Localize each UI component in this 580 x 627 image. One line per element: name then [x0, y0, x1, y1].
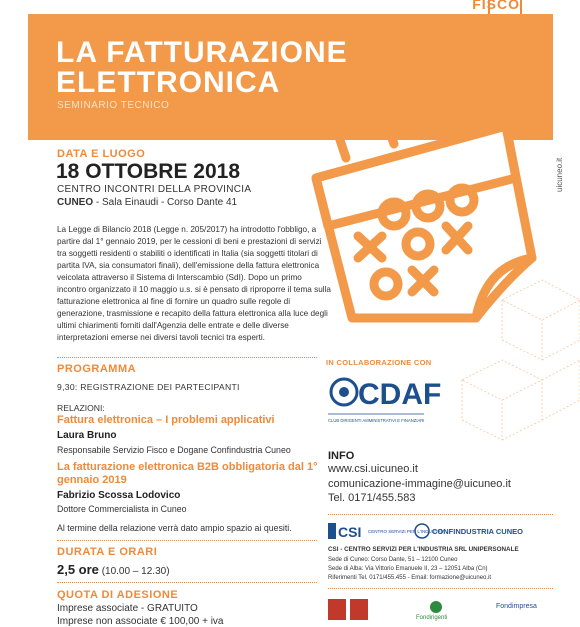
info-website-link[interactable]: www.csi.uicuneo.it	[328, 463, 418, 475]
cdaf-caption: CLUB DIRIGENTI AMMINISTRATIVI E FINANZIARI	[328, 418, 425, 423]
relazioni-label: RELAZIONI:	[57, 403, 105, 413]
venue-city: CUNEO	[57, 197, 94, 208]
subtitle: SEMINARIO TECNICO	[57, 100, 170, 111]
red-seal-logo	[328, 599, 346, 620]
decorative-grid	[462, 280, 580, 460]
closing-note: Al termine della relazione verrà dato ampio spazio ai quesiti.	[57, 523, 292, 533]
talk2-role: Dottore Commercialista in Cuneo	[57, 504, 187, 514]
title-line2: ELETTRONICA	[56, 66, 281, 99]
info-phone: Tel. 0171/455.583	[328, 492, 416, 504]
title-line1: LA FATTURAZIONE	[56, 36, 348, 69]
csi-contacts: Riferimenti Tel. 0171/455.455 - Email: formazione@uicuneo.it	[328, 575, 492, 581]
talk2-title: La fatturazione elettronica B2B obbligatoria dal 1° gennaio 2019	[57, 461, 318, 486]
vertical-url: uicuneo.it	[555, 157, 564, 192]
confindustria-logo	[414, 522, 534, 540]
talk1-speaker: Laura Bruno	[57, 430, 117, 441]
divider	[57, 357, 317, 358]
talk1-title: Fattura elettronica – I problemi applicativi	[57, 414, 275, 426]
duration-hours: 2,5 ore	[57, 562, 99, 577]
venue-address: - Sala Einaudi - Corso Dante 41	[93, 197, 238, 208]
page-title	[56, 38, 376, 98]
date-label: DATA E LUOGO	[57, 148, 146, 160]
duration-value	[57, 562, 170, 577]
cdaf-text: CDAF	[358, 378, 442, 411]
divider	[57, 540, 317, 541]
duration-label: DURATA E ORARI	[57, 546, 158, 558]
certification-logo	[350, 599, 368, 620]
cdaf-logo	[328, 372, 442, 428]
program-label: PROGRAMMA	[57, 363, 137, 375]
talk1-role: Responsabile Servizio Fisco e Dogane Confindustria Cuneo	[57, 445, 291, 455]
confind-text: CONFINDUSTRIA CUNEO	[432, 527, 523, 536]
info-label: INFO	[328, 450, 355, 462]
divider	[328, 588, 553, 589]
fee-line1: Imprese associate - GRATUITO	[57, 603, 198, 614]
venue-address-line	[57, 197, 237, 208]
csi-logo-text: CSI	[338, 524, 362, 540]
divider	[57, 582, 317, 583]
fondirigenti-text: Fondirigenti	[416, 615, 448, 621]
csi-logo-sub: CENTRO SERVIZI PER L'INDUSTRIA	[368, 529, 446, 534]
csi-name: CSI - CENTRO SERVIZI PER L'INDUSTRIA SRL UNIPERSONALE	[328, 546, 519, 553]
duration-time: (10.00 – 12.30)	[98, 566, 170, 577]
registration-line: 9,30: REGISTRAZIONE DEI PARTECIPANTI	[57, 382, 240, 392]
csi-address-cuneo: Sede di Cuneo: Corso Dante, 51 – 12100 Cuneo	[328, 557, 458, 563]
fee-label: QUOTA DI ADESIONE	[57, 589, 179, 601]
collab-label: IN COLLABORAZIONE CON	[326, 358, 432, 367]
fondimpresa-text: Fondimpresa	[496, 603, 537, 610]
info-email-link[interactable]: comunicazione-immagine@uicuneo.it	[328, 478, 511, 490]
venue-name: CENTRO INCONTRI DELLA PROVINCIA	[57, 184, 252, 195]
bottom-logos	[328, 597, 553, 620]
corner-tag: FISCO	[472, 0, 520, 12]
fondirigenti-icon	[430, 601, 442, 613]
fee-line2: Imprese non associate € 100,00 + iva	[57, 616, 224, 627]
intro-paragraph: La Legge di Bilancio 2018 (Legge n. 205/2017) ha introdotto l'obbligo, a partire dal 1° gennaio 2019, per le cessioni di beni e prestazioni di servizi tra soggetti residenti o stabiliti o identificati in Italia (sia soggetti titolari di partita IVA, sia consumatori finali), dell'emissione della fattura elettronica veicolata attraverso il Sistema di Interscambio (SdI). Dopo un primo incontro organizzato il 10 maggio u.s. si è pensato di riproporre il tema sulla fatturazione elettronica al fine di fornire un quadro sulle regole di generazione, trasmissione e recapito della fattura elettronica alla luce degli ultimi chiarimenti forniti dall'Agenzia delle entrate e delle diverse interpretazioni emerse nei diversi tavoli tecnici tra esperti.	[57, 225, 331, 342]
divider	[328, 514, 553, 515]
csi-address-alba: Sede di Alba: Via Vittorio Emanuele II, 23 – 12051 Alba (Cn)	[328, 566, 488, 572]
event-date: 18 OTTOBRE 2018	[56, 160, 241, 183]
csi-logo	[328, 521, 446, 541]
talk2-speaker: Fabrizio Scossa Lodovico	[57, 490, 181, 501]
